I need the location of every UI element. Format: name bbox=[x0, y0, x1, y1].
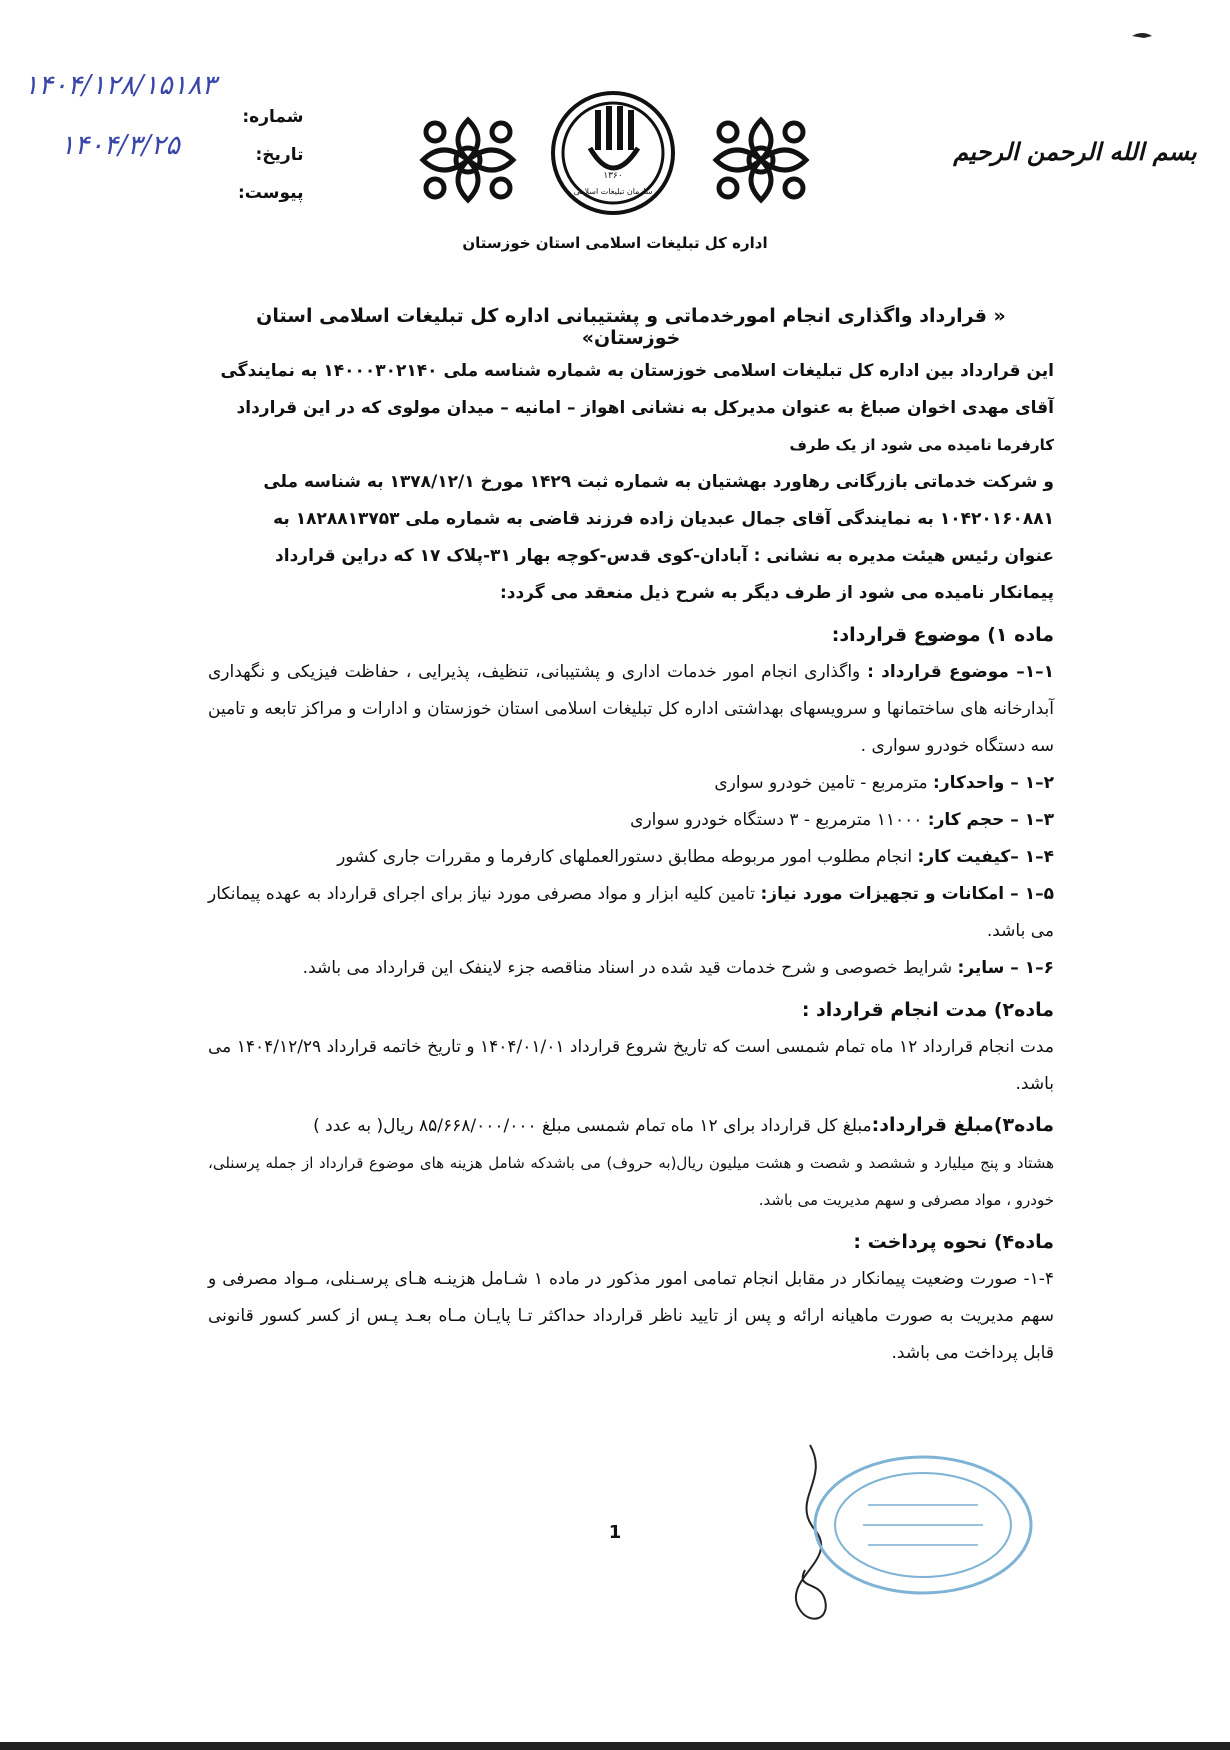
item-text: واگذاری انجام امور خدمات اداری و پشتیبانی، تنظیف، پذیرایی ، حفاظت فیزیکی و نگهداری آبدارخانه های ساختمانها و سرویسهای بهداشتی اداره کل تبلیغات اسلامی استان خوزستان و ادارات و مراکز تابعه و تامین سه دستگاه خودرو سواری . bbox=[208, 662, 1054, 756]
intro-line: عنوان رئیس هیئت مدیره به نشانی : آبادان-کوی قدس-کوچه بهار ۳۱-پلاک ۱۷ که دراین قرارداد bbox=[275, 546, 1054, 566]
ornament-left-icon bbox=[413, 110, 523, 210]
letter-meta bbox=[238, 98, 304, 212]
article-1-item bbox=[208, 802, 1054, 839]
item-text: شرایط خصوصی و شرح خدمات قید شده در اسناد مناقصه جزء لاینفک این قرارداد می باشد. bbox=[302, 958, 958, 978]
article-3 bbox=[208, 1107, 1054, 1145]
intro-line: و شرکت خدماتی بازرگانی رهاورد بهشتیان به شماره ثبت ۱۴۲۹ مورخ ۱۳۷۸/۱۲/۱ به شناسه ملی bbox=[263, 472, 1054, 492]
organization-emblem-icon bbox=[548, 88, 678, 218]
scan-edge bbox=[0, 1742, 1230, 1750]
contract-body bbox=[208, 305, 1054, 1372]
article-1-item bbox=[208, 839, 1054, 876]
emblem-text: سازمان تبلیغات اسلامی bbox=[573, 187, 653, 196]
ornament-right-icon bbox=[706, 110, 816, 210]
intro-line: ۱۰۴۲۰۱۶۰۸۸۱ به نمایندگی آقای جمال عبدیان زاده فرزند قاضی به شماره ملی ۱۸۲۸۸۱۳۷۵۳ به bbox=[273, 509, 1054, 529]
item-label: ۵–۱ – امکانات و تجهیزات مورد نیاز: bbox=[760, 884, 1054, 904]
article-1-item bbox=[208, 950, 1054, 987]
item-text: ۱۱۰۰۰ مترمربع - ۳ دستگاه خودرو سواری bbox=[630, 810, 928, 830]
page-number: 1 bbox=[608, 1522, 622, 1543]
number-label: شماره: bbox=[242, 107, 304, 127]
contract-title: « قرارداد واگذاری انجام امورخدماتی و پشتیبانی اداره کل تبلیغات اسلامی استان خوزستان» bbox=[256, 305, 1006, 349]
article-1-heading: ماده ۱) موضوع قرارداد: bbox=[831, 624, 1054, 646]
bismillah-calligraphy bbox=[950, 115, 1200, 185]
article-3-text-2: هشتاد و پنج میلیارد و ششصد و شصت و هشت میلیون ریال(به حروف) می باشدکه شامل هزینه های موضوع قرارداد از جمله پرسنلی، خودرو ، مواد مصرفی و سهم مدیریت می باشد. bbox=[208, 1154, 1054, 1209]
item-label: ۶–۱ – سایر: bbox=[957, 958, 1054, 978]
item-label: ۲–۱ – واحدکار: bbox=[933, 773, 1054, 793]
article-3-text: مبلغ کل قرارداد برای ۱۲ ماه تمام شمسی مبلغ ۸۵/۶۶۸/۰۰۰/۰۰۰ ریال( به عدد ) bbox=[313, 1116, 872, 1136]
item-text: مترمربع - تامین خودرو سواری bbox=[714, 773, 934, 793]
organization-name: اداره کل تبلیغات اسلامی استان خوزستان bbox=[462, 234, 768, 252]
handwritten-date: ۱۴۰۴/۳/۲۵ bbox=[60, 130, 180, 161]
item-label: ۱–۱– موضوع قرارداد : bbox=[867, 662, 1055, 682]
item-text: انجام مطلوب امور مربوطه مطابق دستورالعملهای کارفرما و مقررات جاری کشور bbox=[337, 847, 918, 867]
article-2-text: مدت انجام قرارداد ۱۲ ماه تمام شمسی است که تاریخ شروع قرارداد ۱۴۰۴/۰۱/۰۱ و تاریخ خاتمه قرارداد ۱۴۰۴/۱۲/۲۹ می باشد. bbox=[208, 1037, 1054, 1094]
article-4-heading: ماده۴) نحوه پرداخت : bbox=[853, 1231, 1054, 1253]
emblem-year: ۱۳۶۰ bbox=[603, 171, 623, 181]
article-3-label: ماده۳)مبلغ قرارداد: bbox=[871, 1114, 1054, 1136]
intro-line: این قرارداد بین اداره کل تبلیغات اسلامی خوزستان به شماره شناسه ملی ۱۴۰۰۰۳۰۲۱۴۰ به نمایندگی bbox=[220, 361, 1054, 381]
article-1-item bbox=[208, 654, 1054, 765]
svg-text:بسم الله الرحمن الرحیم: بسم الله الرحمن الرحیم bbox=[953, 137, 1197, 166]
item-label: ۴–۱ –کیفیت کار: bbox=[917, 847, 1054, 867]
attachment-label: پیوست: bbox=[238, 183, 304, 203]
scan-mark bbox=[1130, 28, 1170, 42]
article-4-text: ۱-۴- صورت وضعیت پیمانکار در مقابل انجام تمامی امور مذکور در ماده ۱ شـامل هزینـه هـای پرسـنلی، مـواد مصرفی و سهم مدیریت به صورت ماهیانه ارائه و پس از تایید ناظر قرارداد حداکثر تـا پایـان مـاه بعـد پـس از کسر کسور قانونی قابل پرداخت می باشد. bbox=[208, 1269, 1054, 1363]
item-text: تامین کلیه ابزار و مواد مصرفی مورد نیاز برای اجرای قرارداد به عهده پیمانکار می باشد. bbox=[208, 884, 1054, 941]
intro-line: آقای مهدی اخوان صباغ به عنوان مدیرکل به نشانی اهواز – امانیه – میدان مولوی که در این قرارداد bbox=[236, 398, 1054, 418]
item-label: ۳–۱ – حجم کار: bbox=[927, 810, 1054, 830]
intro-line: کارفرما نامیده می شود از یک طرف bbox=[789, 436, 1054, 454]
article-1-item bbox=[208, 876, 1054, 950]
intro-line: پیمانکار نامیده می شود از طرف دیگر به شرح ذیل منعقد می گردد: bbox=[499, 583, 1054, 603]
article-2-heading: ماده۲) مدت انجام قرارداد : bbox=[801, 999, 1054, 1021]
date-label: تاریخ: bbox=[255, 145, 304, 165]
handwritten-number: ۱۴۰۴/۱۲۸/۱۵۱۸۳ bbox=[23, 70, 217, 101]
article-1-item bbox=[208, 765, 1054, 802]
